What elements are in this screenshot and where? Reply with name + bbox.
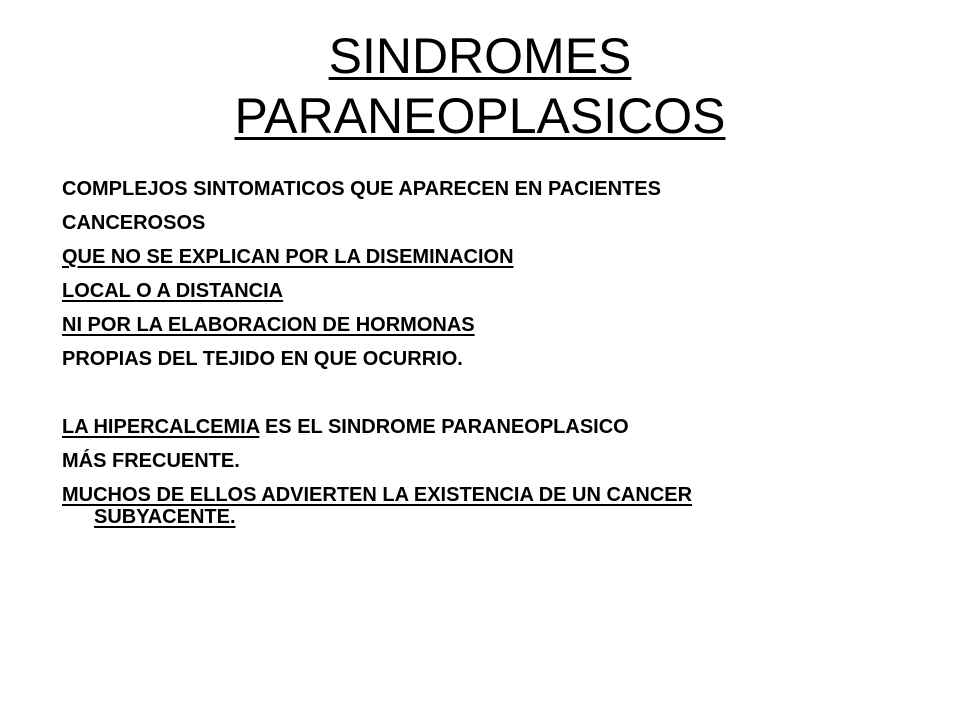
body-line-2: CANCEROSOS [62,212,206,234]
body-line-8: MÁS FRECUENTE. [62,450,240,472]
body-line-5: NI POR LA ELABORACION DE HORMONAS [62,314,475,336]
body-line-4: LOCAL O A DISTANCIA [62,280,284,302]
title-line-2: PARANEOPLASICOS [234,88,726,144]
slide-body [62,172,922,528]
body-line-1: COMPLEJOS SINTOMATICOS QUE APARECEN EN PACIENTES [62,178,661,200]
body-line-6: PROPIAS DEL TEJIDO EN QUE OCURRIO. [62,348,463,370]
body-line-3: QUE NO SE EXPLICAN POR LA DISEMINACION [62,246,514,268]
page-title [0,26,960,146]
body-line-9: MUCHOS DE ELLOS ADVIERTEN LA EXISTENCIA DE UN CANCER [62,484,693,506]
body-line-7-rest: ES EL SINDROME PARANEOPLASICO [259,416,629,438]
hipercalcemia-term: LA HIPERCALCEMIA [62,416,260,438]
body-line-10: SUBYACENTE. [94,506,236,528]
paragraph-gap [62,376,922,410]
title-line-1: SINDROMES [328,28,632,84]
body-line-7 [62,410,922,444]
body-line-9-continued [62,506,922,528]
